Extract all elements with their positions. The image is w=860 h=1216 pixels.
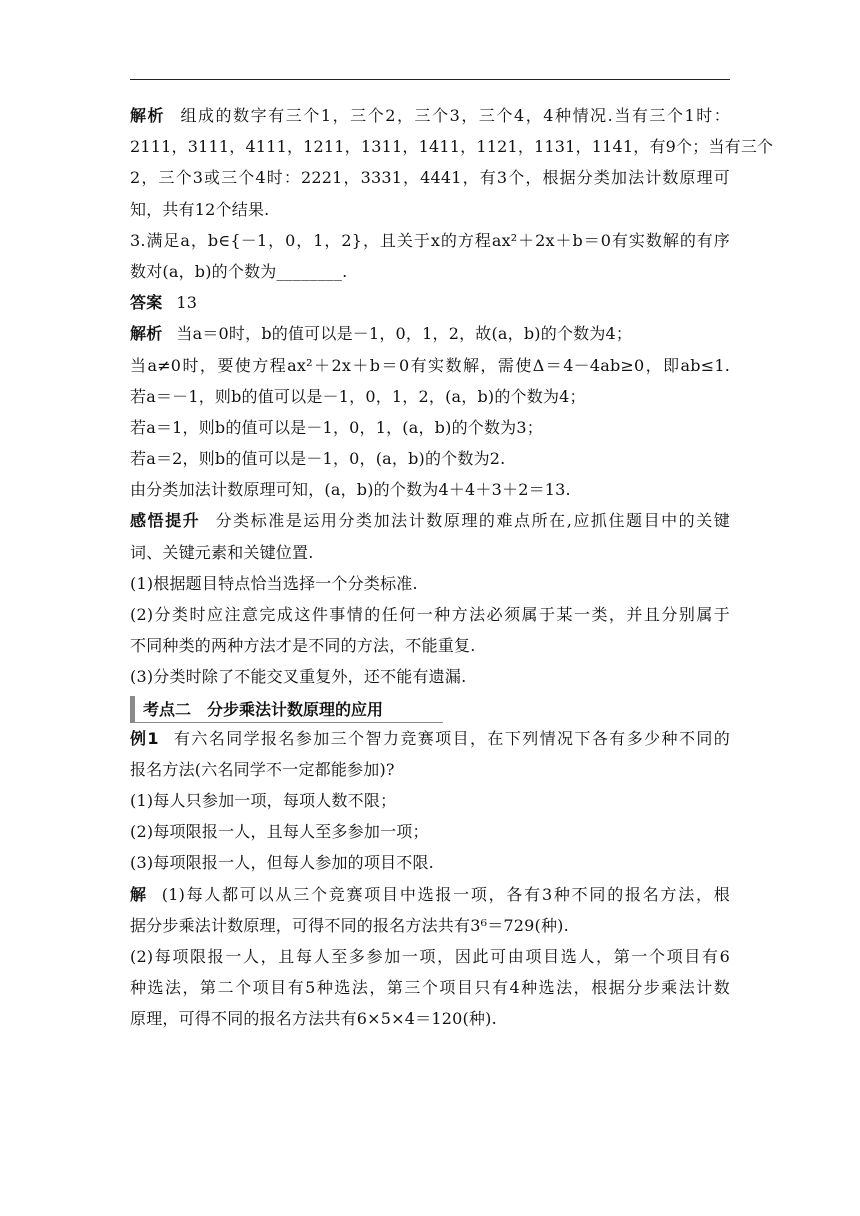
line-text: 若a＝－1，则b的值可以是－1，0，1，2，(a，b)的个数为4； [130,386,586,406]
section-heading [130,696,443,723]
line-text: (2)每项限报一人，且每人至多参加一项，因此可由项目选人，第一个项目有6 [130,946,730,966]
line-text: 知，共有12个结果. [130,199,270,219]
text-line [130,505,730,536]
text-line [130,785,730,816]
line-text: 据分步乘法计数原理，可得不同的报名方法共有3⁶＝729(种). [130,915,569,935]
text-line [130,941,730,972]
text-line [130,194,730,225]
text-line [130,381,730,412]
text-line [130,723,730,754]
line-text: 原理，可得不同的报名方法共有6×5×4＝120(种). [130,1009,497,1029]
line-text: 种选法，第二个项目有5种选法，第三个项目只有4种选法，根据分步乘法计数 [130,978,730,998]
line-text: 词、关键元素和关键位置. [130,542,314,562]
text-line [130,225,730,256]
line-text: (1)根据题目特点恰当选择一个分类标准. [130,573,418,593]
section-heading-text: 考点二 分步乘法计数原理的应用 [143,700,384,720]
line-text: (1)每人只参加一项，每项人数不限； [130,790,397,810]
text-line [130,972,730,1003]
text-line [130,131,774,162]
line-text: (2)每项限报一人，且每人至多参加一项； [130,822,429,842]
text-line [130,100,730,131]
line-label: 例1 [130,728,159,748]
text-line [130,630,730,661]
line-text: 组成的数字有三个1，三个2，三个3，三个4，4种情况.当有三个1时： [179,106,730,125]
line-text: 由分类加法计数原理可知，(a，b)的个数为4＋4＋3＋2＝13. [130,480,571,500]
line-text: 2111，3111，4111，1211，1311，1411，1121，1131，1141，有9个；当有三个 [130,137,774,157]
line-text: 3.满足a，b∈{－1，0，1，2}，且关于x的方程ax²＋2x＋b＝0有实数解的有序 [130,230,730,250]
solution-block [130,100,774,693]
text-line [130,474,730,505]
text-line [130,599,730,630]
text-line [130,661,730,692]
line-text: 13 [176,293,198,313]
text-line [130,162,730,193]
text-line [130,754,730,785]
line-text: 当a＝0时，b的值可以是－1，0，1，2，故(a，b)的个数为4； [176,324,633,344]
text-line [130,879,730,910]
line-text: (1)每人都可以从三个竞赛项目中选报一项，各有3种不同的报名方法，根 [161,884,730,904]
text-line [130,1003,730,1034]
text-line [130,287,730,318]
line-text: 若a＝2，则b的值可以是－1，0，(a，b)的个数为2. [130,449,506,469]
line-text: 有六名同学报名参加三个智力竞赛项目，在下列情况下各有多少种不同的 [172,728,730,748]
text-line [130,412,730,443]
text-line [130,816,730,847]
line-label: 解析 [130,106,166,125]
text-line [130,910,730,941]
text-line [130,568,730,599]
line-text: 分类标准是运用分类加法计数原理的难点所在,应抓住题目中的关键 [214,511,730,531]
text-line [130,318,730,349]
line-label: 答案 [130,293,163,313]
text-line [130,350,730,381]
line-text: 数对(a，b)的个数为________. [130,261,348,281]
line-label: 解 [130,884,148,904]
line-text: (3)分类时除了不能交叉重复外，还不能有遗漏. [130,667,467,687]
example-block [130,723,730,1035]
line-text: 2，三个3或三个4时：2221，3331，4441，有3个，根据分类加法计数原理可 [130,168,730,188]
line-label: 感悟提升 [130,511,201,531]
line-text: (2)分类时应注意完成这件事情的任何一种方法必须属于某一类，并且分别属于 [130,605,730,624]
line-text: (3)每项限报一人，但每人参加的项目不限. [130,853,434,873]
line-text: 当a≠0时，要使方程ax²＋2x＋b＝0有实数解，需使Δ＝4－4ab≥0，即ab≤1. [130,355,730,375]
text-line [130,443,730,474]
header-rule [130,79,730,80]
text-line [130,847,730,878]
line-text: 报名方法(六名同学不一定都能参加)? [130,759,395,779]
text-line [130,256,730,287]
line-text: 不同种类的两种方法才是不同的方法，不能重复. [130,636,476,656]
text-line [130,537,730,568]
line-text: 若a＝1，则b的值可以是－1，0，1，(a，b)的个数为3； [130,417,543,437]
line-label: 解析 [130,324,163,344]
page-content [130,100,774,1034]
